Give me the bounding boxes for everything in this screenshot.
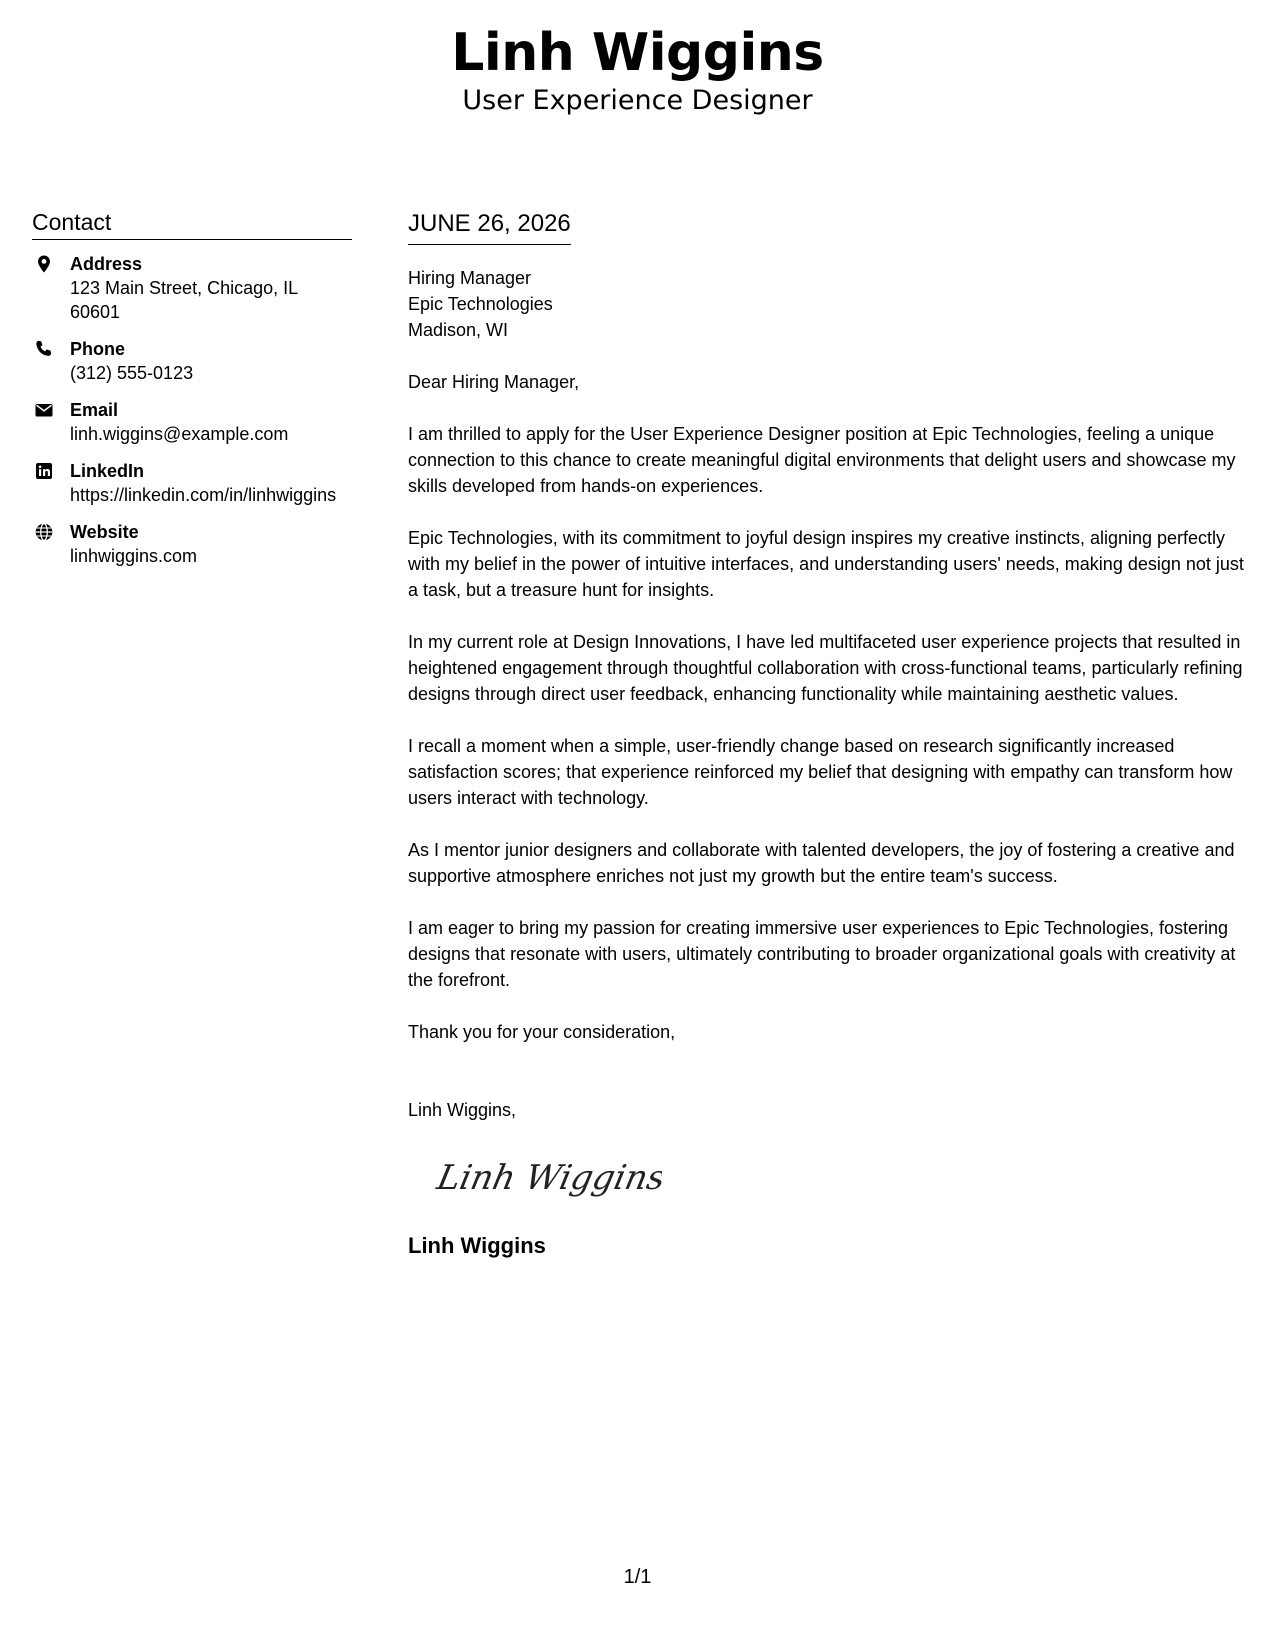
envelope-icon xyxy=(34,400,54,420)
applicant-title: User Experience Designer xyxy=(462,85,813,116)
contact-item-phone xyxy=(32,337,352,385)
contact-heading: Contact xyxy=(32,208,352,240)
contact-value-linkedin[interactable]: https://linkedin.com/in/linhwiggins xyxy=(70,485,337,505)
signoff-line: Linh Wiggins, xyxy=(408,1100,517,1120)
letter-paragraph: I am eager to bring my passion for creating immersive user experiences to Epic Technologies, fostering designs that resonate with users, ultimately contributing to broader organizational goals with creativity at the forefront. xyxy=(408,918,1236,990)
contact-value-website[interactable]: linhwiggins.com xyxy=(70,546,198,566)
contact-label-address: Address xyxy=(70,254,143,274)
letter-paragraph: In my current role at Design Innovations, I have led multifaceted user experience projects that resulted in heightened engagement through thoughtful collaboration with cross-functional teams, particularly refining designs through direct user feedback, enhancing functionality while maintaining aesthetic values. xyxy=(408,632,1243,704)
globe-icon xyxy=(34,522,54,542)
contact-item-website xyxy=(32,520,352,568)
recipient-line: Madison, WI xyxy=(408,320,509,340)
map-pin-icon xyxy=(34,254,54,274)
recipient-block xyxy=(408,265,1250,343)
signature-text: Linh Wiggins xyxy=(433,1158,662,1198)
letter-date: JUNE 26, 2026 xyxy=(408,208,571,245)
page-number: 1/1 xyxy=(623,1566,652,1588)
letter-paragraph: I am thrilled to apply for the User Experience Designer position at Epic Technologies, feeling a unique connection to this chance to create meaningful digital environments that delight users and showcase my skills developed from hands-on experiences. xyxy=(408,424,1236,496)
contact-label-email: Email xyxy=(70,400,119,420)
recipient-line: Hiring Manager xyxy=(408,268,532,288)
signed-name: Linh Wiggins xyxy=(408,1233,546,1258)
linkedin-icon xyxy=(34,461,54,481)
contact-value-address: 123 Main Street, Chicago, IL 60601 xyxy=(70,278,298,322)
contact-sidebar xyxy=(32,208,352,581)
letter-paragraph: I recall a moment when a simple, user-friendly change based on research significantly increased satisfaction scores; that experience reinforced my belief that designing with empathy can transform how users interact with technology. xyxy=(408,736,1233,808)
closing-line: Thank you for your consideration, xyxy=(408,1022,676,1042)
letter-paragraph: Epic Technologies, with its commitment to joyful design inspires my creative instincts, aligning perfectly with my belief in the power of intuitive interfaces, and understanding users' needs, making design not just a task, but a treasure hunt for insights. xyxy=(408,528,1244,600)
phone-icon xyxy=(34,339,54,359)
applicant-name: Linh Wiggins xyxy=(451,23,824,83)
letter-paragraph: As I mentor junior designers and collaborate with talented developers, the joy of fostering a creative and supportive atmosphere enriches not just my growth but the entire team's success. xyxy=(408,840,1235,886)
salutation: Dear Hiring Manager, xyxy=(408,372,580,392)
contact-item-linkedin xyxy=(32,459,352,507)
contact-label-linkedin: LinkedIn xyxy=(70,461,145,481)
contact-label-phone: Phone xyxy=(70,339,126,359)
handwritten-signature xyxy=(432,1149,662,1209)
contact-item-email xyxy=(32,398,352,446)
letter-body xyxy=(408,208,1250,1260)
recipient-line: Epic Technologies xyxy=(408,294,553,314)
letter-header xyxy=(0,22,1275,118)
contact-value-phone: (312) 555-0123 xyxy=(70,363,194,383)
contact-label-website: Website xyxy=(70,522,139,542)
contact-value-email[interactable]: linh.wiggins@example.com xyxy=(70,424,289,444)
contact-item-address xyxy=(32,252,352,324)
